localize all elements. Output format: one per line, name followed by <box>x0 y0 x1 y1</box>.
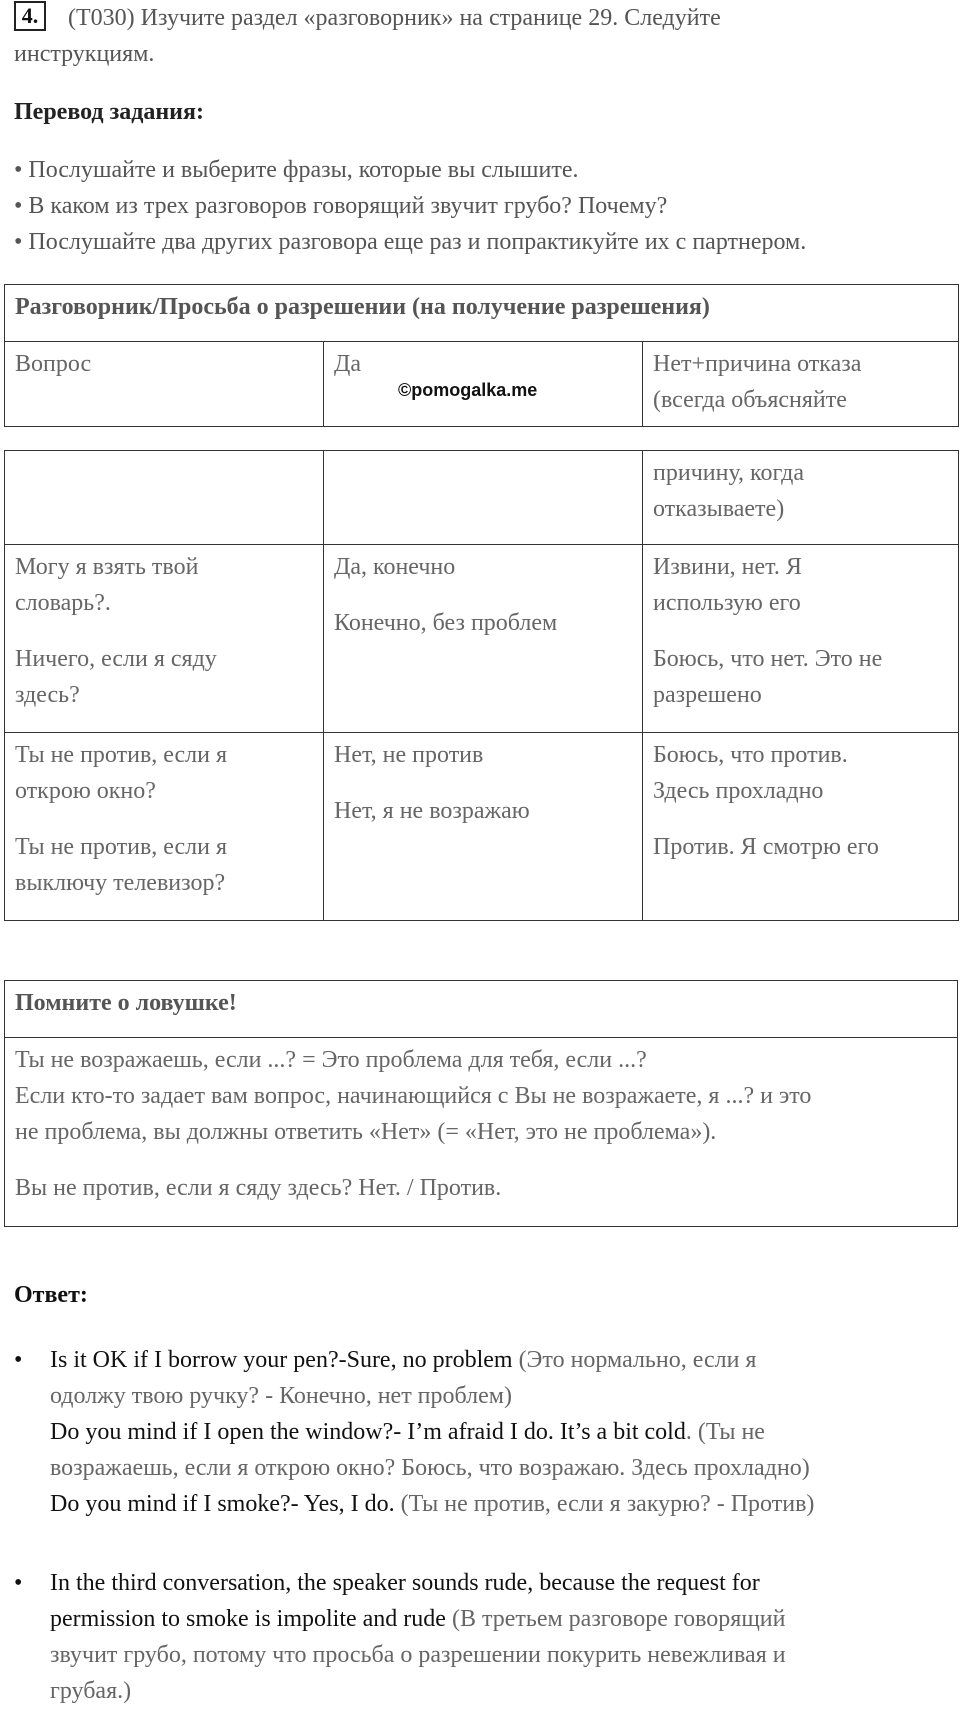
yes-text: Да, конечно <box>334 554 456 580</box>
yes-cell <box>324 733 643 921</box>
bullet-dot: • <box>14 1570 23 1596</box>
empty-cell <box>5 451 324 545</box>
column-no-cont2: отказываете) <box>653 496 785 522</box>
no-text: Боюсь, что против. <box>653 742 848 768</box>
question-text: словарь?. <box>15 590 111 616</box>
watermark: ©pomogalka.me <box>398 380 538 400</box>
answer-russian: звучит грубо, потому что просьба о разрешении покурить невежливая и <box>50 1642 786 1668</box>
answer-russian: . (Ты не <box>685 1419 765 1445</box>
answer-title: Ответ: <box>14 1282 88 1308</box>
question-text: выключу телевизор? <box>15 870 226 896</box>
answer-english: In the third conversation, the speaker sounds rude, because the request for <box>50 1570 760 1596</box>
column-yes: Да <box>324 342 643 427</box>
task-number: 4. <box>14 1 46 31</box>
translation-heading: Перевод задания: <box>14 99 204 125</box>
phrasebook-table-top <box>4 284 959 427</box>
answer-russian: (Это нормально, если я <box>512 1347 757 1373</box>
no-cell <box>643 733 959 921</box>
trap-line: не проблема, вы должны ответить «Нет» (= «Нет, это не проблема»). <box>15 1119 717 1145</box>
question-text: Ты не против, если я <box>15 834 228 860</box>
column-no-continued <box>643 451 959 545</box>
trap-line: Если кто-то задает вам вопрос, начинающийся с Вы не возражаете, я ...? и это <box>15 1083 812 1109</box>
yes-text: Нет, я не возражаю <box>334 798 530 824</box>
task-bullet-3: • Послушайте два других разговора еще раз и попрактикуйте их с партнером. <box>14 229 807 255</box>
no-text: Здесь прохладно <box>653 778 824 804</box>
table-row <box>5 545 959 733</box>
question-cell <box>5 545 324 733</box>
question-text: Ничего, если я сяду <box>15 646 217 672</box>
yes-cell <box>324 545 643 733</box>
question-text: открою окно? <box>15 778 156 804</box>
answer-russian: одолжу твою ручку? - Конечно, нет проблем) <box>50 1383 512 1409</box>
task-text-1: (T030) Изучите раздел «разговорник» на странице 29. Следуйте <box>68 5 721 31</box>
no-text: разрешено <box>653 682 762 708</box>
answer-russian: (В третьем разговоре говорящий <box>445 1606 786 1632</box>
task-line-2: инструкциям. <box>14 41 155 67</box>
trap-line: Ты не возражаешь, если ...? = Это проблема для тебя, если ...? <box>15 1047 647 1073</box>
no-text: Против. Я смотрю его <box>653 834 879 860</box>
question-text: Ты не против, если я <box>15 742 228 768</box>
question-text: Могу я взять твой <box>15 554 199 580</box>
yes-text: Нет, не против <box>334 742 484 768</box>
column-no <box>643 342 959 427</box>
trap-title: Помните о ловушке! <box>5 981 957 1038</box>
answer-bullet-1 <box>14 1342 954 1522</box>
answer-english: Do you mind if I smoke?- Yes, I do. <box>50 1491 395 1517</box>
no-text: использую его <box>653 590 801 616</box>
question-text: здесь? <box>15 682 80 708</box>
answer-russian: возражаешь, если я открою окно? Боюсь, что возражаю. Здесь прохладно) <box>50 1455 810 1481</box>
column-no-line2: (всегда объясняйте <box>653 387 847 413</box>
answer-english: Is it OK if I borrow your pen?-Sure, no problem <box>50 1347 513 1373</box>
phrasebook-table-bottom <box>4 450 959 921</box>
column-no-cont1: причину, когда <box>653 460 804 486</box>
answer-english: Do you mind if I open the window?- I’m afraid I do. It’s a bit cold <box>50 1419 686 1445</box>
bullet-dot: • <box>14 1347 23 1373</box>
column-question: Вопрос <box>5 342 324 427</box>
empty-cell <box>324 451 643 545</box>
question-cell <box>5 733 324 921</box>
table-row <box>5 733 959 921</box>
trap-body <box>5 1038 957 1216</box>
no-cell <box>643 545 959 733</box>
task-bullet-1: • Послушайте и выберите фразы, которые вы слышите. <box>14 157 579 183</box>
yes-text: Конечно, без проблем <box>334 610 558 636</box>
answer-russian: (Ты не против, если я закурю? - Против) <box>394 1491 815 1517</box>
trap-box <box>4 980 958 1227</box>
task-line-1 <box>14 0 721 36</box>
answer-bullet-2 <box>14 1565 954 1709</box>
answer-russian: грубая.) <box>50 1678 132 1704</box>
phrasebook-title: Разговорник/Просьба о разрешении (на получение разрешения) <box>5 285 959 342</box>
no-text: Боюсь, что нет. Это не <box>653 646 883 672</box>
task-bullet-2: • В каком из трех разговоров говорящий звучит грубо? Почему? <box>14 193 668 219</box>
answer-english: permission to smoke is impolite and rude <box>50 1606 446 1632</box>
no-text: Извини, нет. Я <box>653 554 802 580</box>
trap-line: Вы не против, если я сяду здесь? Нет. / Против. <box>15 1175 502 1201</box>
column-no-line1: Нет+причина отказа <box>653 351 862 377</box>
